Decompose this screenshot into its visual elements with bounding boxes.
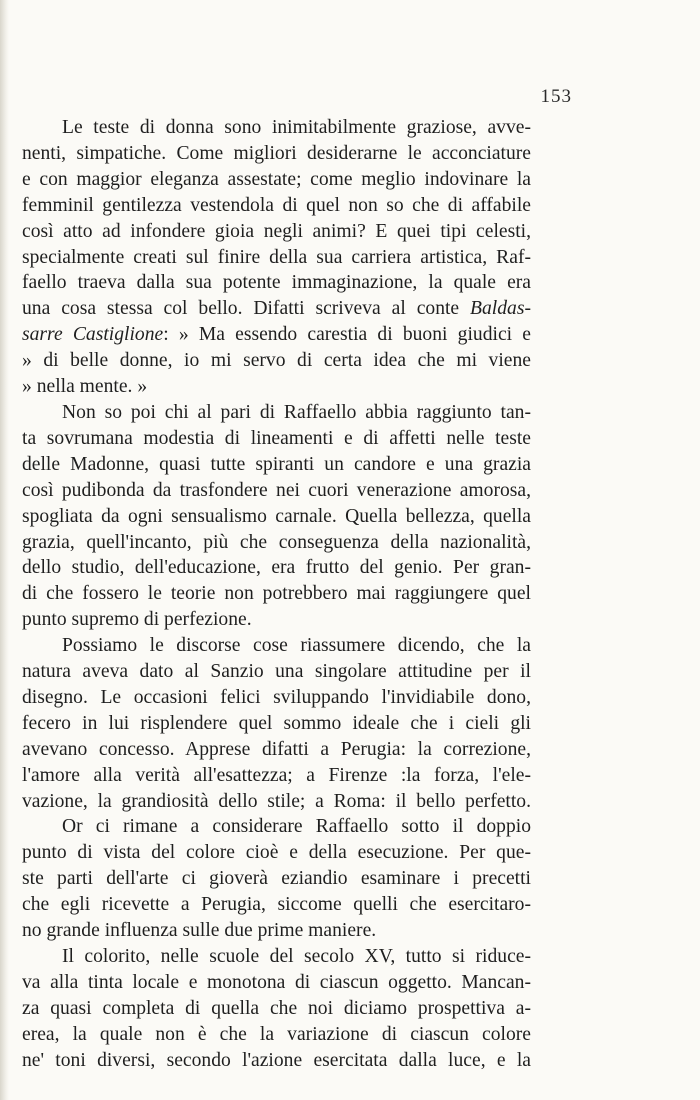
text-line: spogliata da ogni sensualismo carnale. Quella bellezza, quella [22,505,531,527]
text-line: vazione, la grandiosità dello stile; a Roma: il bello perfetto. [22,790,531,812]
paragraph-1 [22,115,531,400]
paragraph-4 [22,814,531,944]
text-line: una cosa stessa col bello. Difatti scriveva al conte Baldas- [22,298,531,320]
text-line: sarre Castiglione: » Ma essendo carestia di buoni giudici e [22,324,531,346]
text-line: punto supremo di perfezione. [22,609,252,631]
text-line: ste parti dell'arte ci gioverà eziandio esaminare i precetti [22,868,531,890]
text-line: ne' toni diversi, secondo l'azione esercitata dalla luce, e la [22,1049,531,1071]
text-line: l'amore alla verità all'esattezza; a Firenze :la forza, l'ele- [22,764,531,786]
text-line: grazia, quell'incanto, più che conseguenza della nazionalità, [22,531,531,553]
text-line: specialmente creati sul finire della sua carriera artistica, Raf- [22,246,531,268]
text-line: Le teste di donna sono inimitabilmente graziose, avve- [62,117,531,138]
text-line: Non so poi chi al pari di Raffaello abbia raggiunto tan- [62,401,531,423]
text-line: di che fossero le teorie non potrebbero mai raggiungere quel [22,583,531,605]
text-line: Possiamo le discorse cose riassumere dicendo, che la [62,635,531,657]
text-line: » di belle donne, io mi servo di certa idea che mi viene [22,350,531,372]
paragraph-5 [22,944,531,1074]
text-line: così atto ad infondere gioia negli animi? E quei tipi celesti, [22,220,531,242]
page-edge [0,0,9,1100]
text-line: erea, la quale non è che la variazione di ciascun colore [22,1023,531,1045]
text-line: così pudibonda da trasfondere nei cuori venerazione amorosa, [22,479,531,501]
paragraph-2 [22,400,531,633]
text-line: » nella mente. » [22,376,148,398]
text-line: faello traeva dalla sua potente immaginazione, la quale era [22,272,531,294]
text-line: fecero in lui risplendere quel sommo ideale che i cieli gli [22,712,531,734]
body-text [22,115,531,1074]
text-line: femminil gentilezza vestendola di quel non so che di affabile [22,194,531,216]
text-line: natura aveva dato al Sanzio una singolare attitudine per il [22,661,531,683]
text-line: za quasi completa di quella che noi diciamo prospettiva a- [22,997,531,1019]
text-line: dello studio, dell'educazione, era frutto del genio. Per gran- [22,557,531,579]
page-number: 153 [540,86,572,107]
text-line: e con maggior eleganza assestate; come meglio indovinare la [22,168,531,190]
text-line: ta sovrumana modestia di lineamenti e di affetti nelle teste [22,427,531,449]
paragraph-3 [22,633,531,814]
text-line: Or ci rimane a considerare Raffaello sotto il doppio [62,816,531,838]
text-line: disegno. Le occasioni felici sviluppando l'invidiabile dono, [22,686,531,708]
text-line: punto di vista del colore cioè e della esecuzione. Per que- [22,842,531,864]
text-line: delle Madonne, quasi tutte spiranti un candore e una grazia [22,453,531,475]
text-line: va alla tinta locale e monotona di ciascun oggetto. Mancan- [22,971,531,993]
text-line: no grande influenza sulle due prime maniere. [22,920,377,942]
text-line: nenti, simpatiche. Come migliori desiderarne le acconciature [22,142,531,164]
text-line: avevano concesso. Apprese difatti a Perugia: la correzione, [22,738,531,760]
text-line: Il colorito, nelle scuole del secolo XV, tutto si riduce- [62,946,531,967]
text-line: che egli ricevette a Perugia, siccome quelli che esercitaro- [22,894,531,916]
